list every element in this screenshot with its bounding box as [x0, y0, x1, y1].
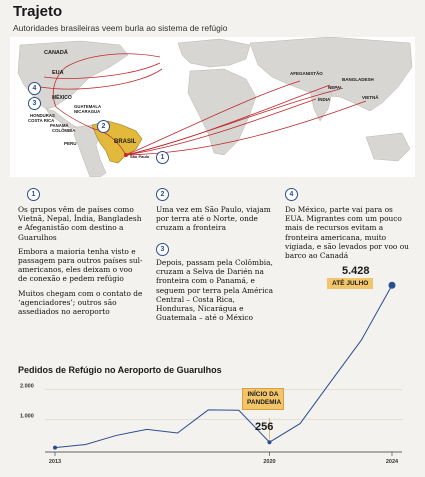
step-4-paragraph: Do México, parte vai para os EUA. Migrantes com um pouco mais de recursos evitam a fronteira americana, muito vigiada, e são levados por voo ou barco ao Canadá	[285, 205, 409, 261]
chart-x-tick-label: 2024	[385, 459, 399, 465]
label-panama: PANAMÁ	[50, 123, 69, 128]
chart-x-tick-label: 2013	[48, 459, 62, 465]
step-badge-2: 2	[156, 188, 169, 201]
label-nicaragua: NICARAGUA	[74, 109, 101, 114]
label-afeganistao: AFEGANISTÃO	[290, 71, 323, 76]
label-nepal: NEPAL	[328, 85, 343, 90]
map-marker-2: 2	[97, 120, 110, 133]
label-india: ÍNDIA	[318, 97, 331, 102]
step-badge-4: 4	[285, 188, 298, 201]
map-marker-4: 4	[28, 82, 41, 95]
step-badge-1: 1	[27, 188, 40, 201]
step-badge-3: 3	[156, 243, 169, 256]
step-3-paragraph: Depois, passam pela Colômbia, cruzam a Selva de Darién na fronteira com o Panamá, e seguem por terra pela América Central – Costa Rica, Honduras, Nicarágua e Guatemala – até o México	[156, 258, 274, 323]
chart-series-line	[55, 285, 392, 447]
chart-title: Pedidos de Refúgio no Aeroporto de Guarulhos	[18, 365, 222, 375]
map-marker-3: 3	[28, 97, 41, 110]
label-brasil: BRASIL	[114, 139, 137, 145]
label-vietna: VIETNÃ	[362, 95, 379, 100]
label-honduras: HONDURAS	[30, 113, 55, 118]
label-canada: CANADÁ	[44, 50, 68, 56]
step-2-text	[156, 205, 271, 238]
chart-x-tick-label: 2020	[263, 459, 276, 465]
step-1-paragraph: Muitos chegam com o contato de ‘agenciadores’; outros são assediados no aeroporto	[18, 288, 143, 317]
step-4-text	[285, 205, 410, 265]
step-1-paragraph: Os grupos vêm de países como Vietnã, Nepal, Índia, Bangladesh e Afeganistão com destino a Guarulhos	[18, 205, 142, 242]
label-peru: PERU	[64, 141, 77, 146]
page-subtitle: Autoridades brasileiras veem burla ao sistema de refúgio	[13, 23, 228, 33]
final-value-label: 5.428	[342, 265, 370, 277]
chart-point-final	[389, 282, 396, 289]
label-mexico: MÉXICO	[52, 95, 72, 101]
chart-point-pandemia	[267, 440, 271, 444]
label-bangladesh: BANGLADESH	[342, 77, 374, 82]
label-colombia: COLÔMBIA	[52, 128, 76, 133]
label-costa-rica: COSTA RICA	[28, 118, 55, 123]
chart-y-tick-label: 2.000	[20, 383, 34, 390]
chart-y-tick-label: 1.000	[20, 413, 34, 420]
chart-point-start	[53, 446, 57, 450]
route-map	[10, 37, 415, 177]
page-title: Trajeto	[13, 3, 63, 20]
label-eua: EUA	[52, 70, 64, 76]
pandemia-value-label: 256	[255, 421, 274, 433]
step-2-paragraph: Uma vez em São Paulo, viajam por terra até o Norte, onde cruzam a fronteira	[156, 205, 271, 233]
refugio-line-chart	[0, 260, 425, 477]
map-marker-1: 1	[156, 151, 169, 164]
label-guatemala: GUATEMALA	[74, 104, 102, 109]
sao-paulo-dot	[124, 153, 128, 157]
pandemia-callout: INÍCIO DA PANDEMIA	[242, 388, 284, 410]
step-1-paragraph: Embora a maioria tenha visto e passagem para outros países sul-americanos, eles deixam o voo de conexão e pedem refúgio	[18, 246, 143, 284]
label-sao-paulo: São Paulo	[130, 154, 150, 159]
ate-julho-callout: ATÉ JULHO	[327, 278, 373, 289]
